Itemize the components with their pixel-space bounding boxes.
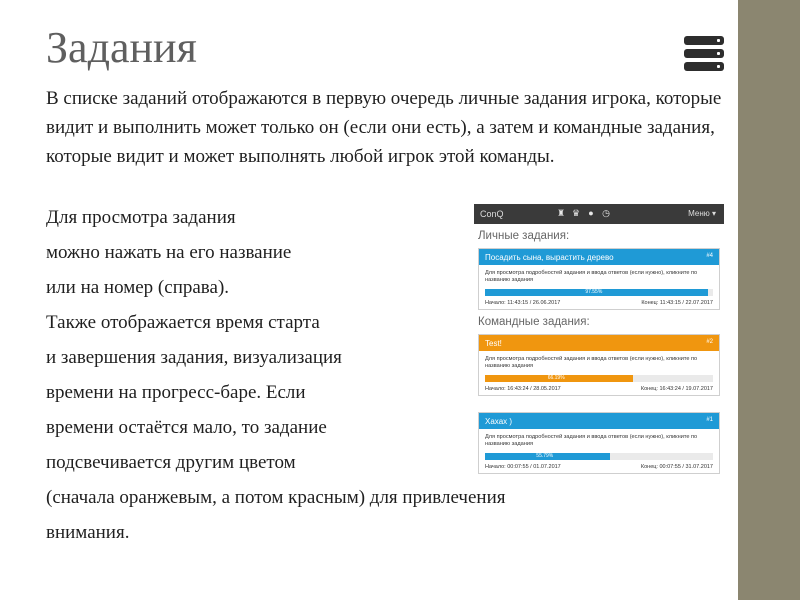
description-line: можно нажать на его название <box>46 242 292 263</box>
task-footer <box>479 384 719 395</box>
task-start-time: Начало: 16:43:24 / 28.05.2017 <box>485 386 561 392</box>
task-end-time: Конец: 00:07:55 / 31.07.2017 <box>640 464 713 470</box>
task-progress-bar <box>485 289 713 296</box>
slide-title: Задания <box>46 23 197 72</box>
task-card <box>478 248 720 310</box>
clock-icon[interactable]: ◷ <box>602 208 610 218</box>
slide-decor-sidebar <box>738 0 800 600</box>
task-title[interactable]: Посадить сына, вырастить дерево <box>485 253 614 262</box>
task-header[interactable] <box>479 249 719 265</box>
description-line: времени на прогресс-баре. Если <box>46 382 306 403</box>
app-brand[interactable]: ConQ <box>480 209 504 219</box>
task-number[interactable]: #4 <box>706 253 713 259</box>
task-start-time: Начало: 00:07:55 / 01.07.2017 <box>485 464 561 470</box>
description-line: и завершения задания, визуализация <box>46 347 342 368</box>
menu-icon[interactable] <box>684 36 724 72</box>
app-navbar <box>474 204 724 224</box>
task-progress-label: 66.19% <box>547 375 565 381</box>
task-title[interactable]: Хахах ) <box>485 417 513 426</box>
task-number[interactable]: #1 <box>706 417 713 423</box>
task-header[interactable] <box>479 413 719 429</box>
description-line: Также отображается время старта <box>46 312 320 333</box>
team-tasks-heading: Командные задания: <box>478 316 590 328</box>
task-progress-label: 55.79% <box>536 453 554 459</box>
chess-icon[interactable]: ♛ <box>571 208 581 218</box>
description-line: внимания. <box>46 522 130 543</box>
task-number[interactable]: #2 <box>706 339 713 345</box>
app-screenshot <box>474 204 724 480</box>
app-menu-dropdown[interactable]: Меню ▾ <box>688 209 716 218</box>
task-description: Для просмотра подробностей задания и ввода ответов (если нужно), кликните по названию задания <box>485 434 698 447</box>
description-line: времени остаётся мало, то задание <box>46 417 327 438</box>
task-card <box>478 334 720 396</box>
task-title[interactable]: Test! <box>485 339 502 348</box>
task-start-time: Начало: 11:43:15 / 26.06.2017 <box>485 300 561 306</box>
personal-tasks-heading: Личные задания: <box>478 230 570 242</box>
description-line: (сначала оранжевым, а потом красным) для привлечения <box>46 487 506 508</box>
task-progress-bar <box>485 453 713 460</box>
task-end-time: Конец: 11:43:15 / 22.07.2017 <box>641 300 713 306</box>
task-footer <box>479 462 719 473</box>
task-description: Для просмотра подробностей задания и ввода ответов (если нужно), кликните по названию задания <box>485 356 698 369</box>
intro-paragraph: В списке заданий отображаются в первую очередь личные задания игрока, которые видит и выполнить может только он (если они есть), а затем и командные задания, которые видит и может выполнять любой игрок этой команды. <box>46 88 722 167</box>
description-line: подсвечивается другим цветом <box>46 452 296 473</box>
task-card <box>478 412 720 474</box>
description-line: или на номер (справа). <box>46 277 230 298</box>
globe-icon[interactable]: ● <box>588 208 594 218</box>
description-line: Для просмотра задания <box>46 207 236 228</box>
castle-icon[interactable]: ♜ <box>556 208 566 218</box>
task-progress-bar <box>485 375 713 382</box>
task-progress-label: 97.55% <box>585 289 603 295</box>
description-lines <box>46 200 506 550</box>
task-footer <box>479 298 719 309</box>
task-description: Для просмотра подробностей задания и ввода ответов (если нужно), кликните по названию задания <box>485 270 698 283</box>
task-header[interactable] <box>479 335 719 351</box>
task-end-time: Конец: 16:43:24 / 19.07.2017 <box>640 386 713 392</box>
